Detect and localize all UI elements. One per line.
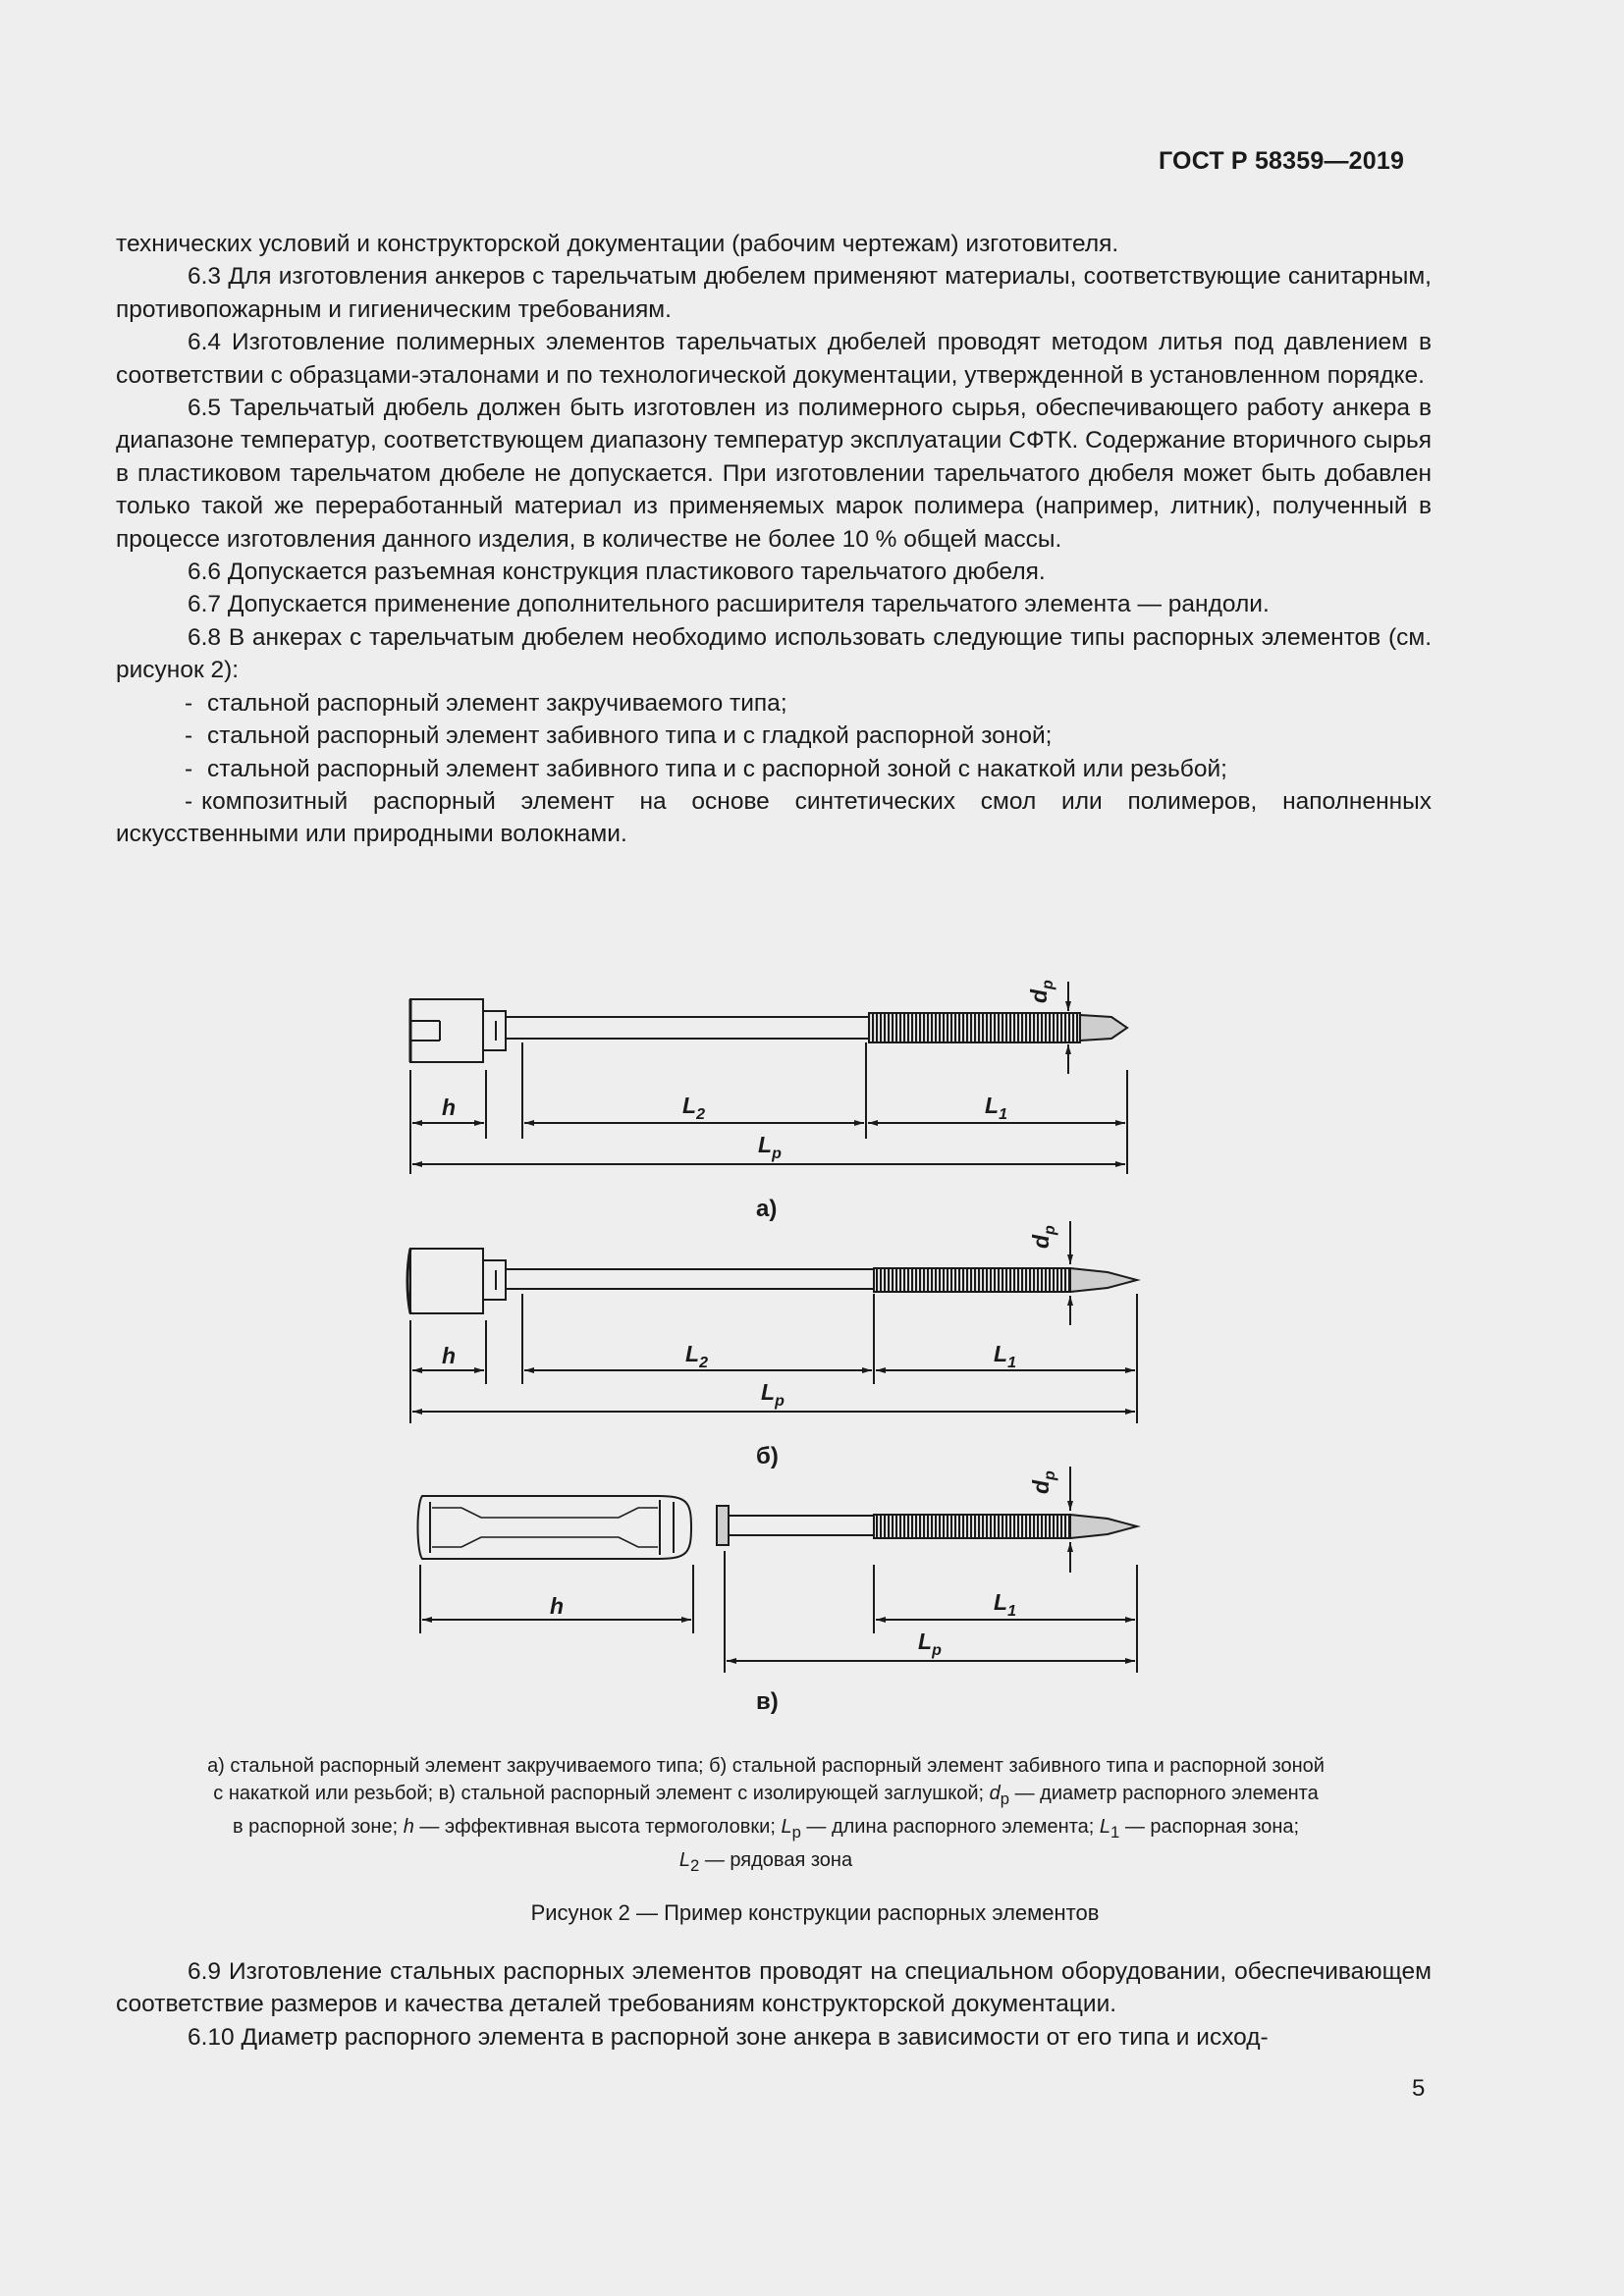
- anchor-with-cap-drawing: [418, 1467, 1138, 1673]
- figure-caption: а) стальной распорный элемент закручиваемого типа; б) стальной распорный элемент забивного типа и распорной зоной с накаткой или резьбой; в) стальной распорный элемент с изолирующей заглушкой; $d_р$ — диаметр распорного элемента в распорной зоне; h — эффективная высота термоголовки; $L_р$ — длина распорного элемента; $L_1$ — распорная зона; $L_2$ — рядовая зона: [207, 1755, 1325, 1875]
- figure-label-c: в): [756, 1688, 779, 1715]
- figure-title: Рисунок 2 — Пример конструкции распорных элементов: [530, 1900, 1100, 1925]
- dim-dp: $d_p$: [1028, 1225, 1058, 1249]
- dimension-labels: [442, 980, 1058, 1659]
- standard-number: ГОСТ Р 58359—2019: [1159, 147, 1405, 175]
- list-item: - стальной распорный элемент закручиваемого типа;: [185, 689, 787, 717]
- dim-dp: $d_p$: [1028, 1470, 1058, 1494]
- dim-L2: $L_2$: [682, 1093, 705, 1123]
- paragraph-6-7: 6.7 Допускается применение дополнительного расширителя тарельчатого элемента — рандоли.: [188, 591, 1270, 618]
- figure-label-b: б): [756, 1443, 779, 1469]
- page-number: 5: [1412, 2075, 1426, 2102]
- dim-Lp: $L_p$: [918, 1629, 942, 1659]
- list-item: - стальной распорный элемент забивного типа и с гладкой распорной зоной;: [185, 722, 1053, 750]
- paragraph-continuation: технических условий и конструкторской документации (рабочим чертежам) изготовителя.: [116, 231, 1119, 257]
- list-item: - стальной распорный элемент забивного типа и с распорной зоной с накаткой или резьбой;: [185, 755, 1227, 782]
- paragraph-6-5: 6.5 Тарельчатый дюбель должен быть изготовлен из полимерного сырья, обеспечивающего работу анкера в диапазоне температур, соответствующем диапазону температур эксплуатации СФТК. Содержание вторичного сырья в пластиковом тарельчатом дюбеле не допускается. При изготовлении тарельчатого дюбеля может быть добавлен только такой же переработанный материал из применяемых марок полимера (например, литник), полученный в процессе изготовления данного изделия, в количестве не более 10 % общей массы.: [116, 395, 1432, 553]
- dim-h: h: [442, 1343, 457, 1368]
- list-item: - композитный распорный элемент на основе синтетических смол или полимеров, наполненных искусственными или природными волокнами.: [116, 787, 1432, 848]
- paragraph-6-3: 6.3 Для изготовления анкеров с тарельчатым дюбелем применяют материалы, соответствующие санитарным, противопожарным и гигиеническим требованиям.: [116, 263, 1432, 323]
- bottom-text-block: [116, 1955, 1432, 2054]
- dim-h: h: [442, 1095, 457, 1120]
- paragraph-6-9: 6.9 Изготовление стальных распорных элементов проводят на специальном оборудовании, обеспечивающем соответствие размеров и качества деталей требованиям конструкторской документации.: [116, 1958, 1432, 2018]
- dim-Lp: $L_p$: [758, 1132, 782, 1162]
- dim-L1: $L_1$: [994, 1589, 1016, 1620]
- figure-label-a: а): [756, 1196, 778, 1222]
- dim-L1: $L_1$: [994, 1341, 1016, 1371]
- dim-L1: $L_1$: [985, 1093, 1007, 1123]
- paragraph-6-6: 6.6 Допускается разъемная конструкция пластикового тарельчатого дюбеля.: [188, 559, 1046, 586]
- paragraph-6-4: 6.4 Изготовление полимерных элементов тарельчатых дюбелей проводят методом литья под давлением в соответствии с образцами-эталонами и по технологической документации, утвержденной в установленном порядке.: [116, 329, 1432, 389]
- paragraph-6-8: 6.8 В анкерах с тарельчатым дюбелем необходимо использовать следующие типы распорных элементов (см. рисунок 2):: [116, 623, 1432, 684]
- dim-L2: $L_2$: [685, 1341, 708, 1371]
- dim-h: h: [550, 1593, 565, 1619]
- dim-Lp: $L_p$: [761, 1379, 785, 1410]
- paragraph-6-10: 6.10 Диаметр распорного элемента в распорной зоне анкера в зависимости от его типа и исход-: [188, 2023, 1269, 2051]
- dim-dp: $d_p$: [1026, 980, 1056, 1003]
